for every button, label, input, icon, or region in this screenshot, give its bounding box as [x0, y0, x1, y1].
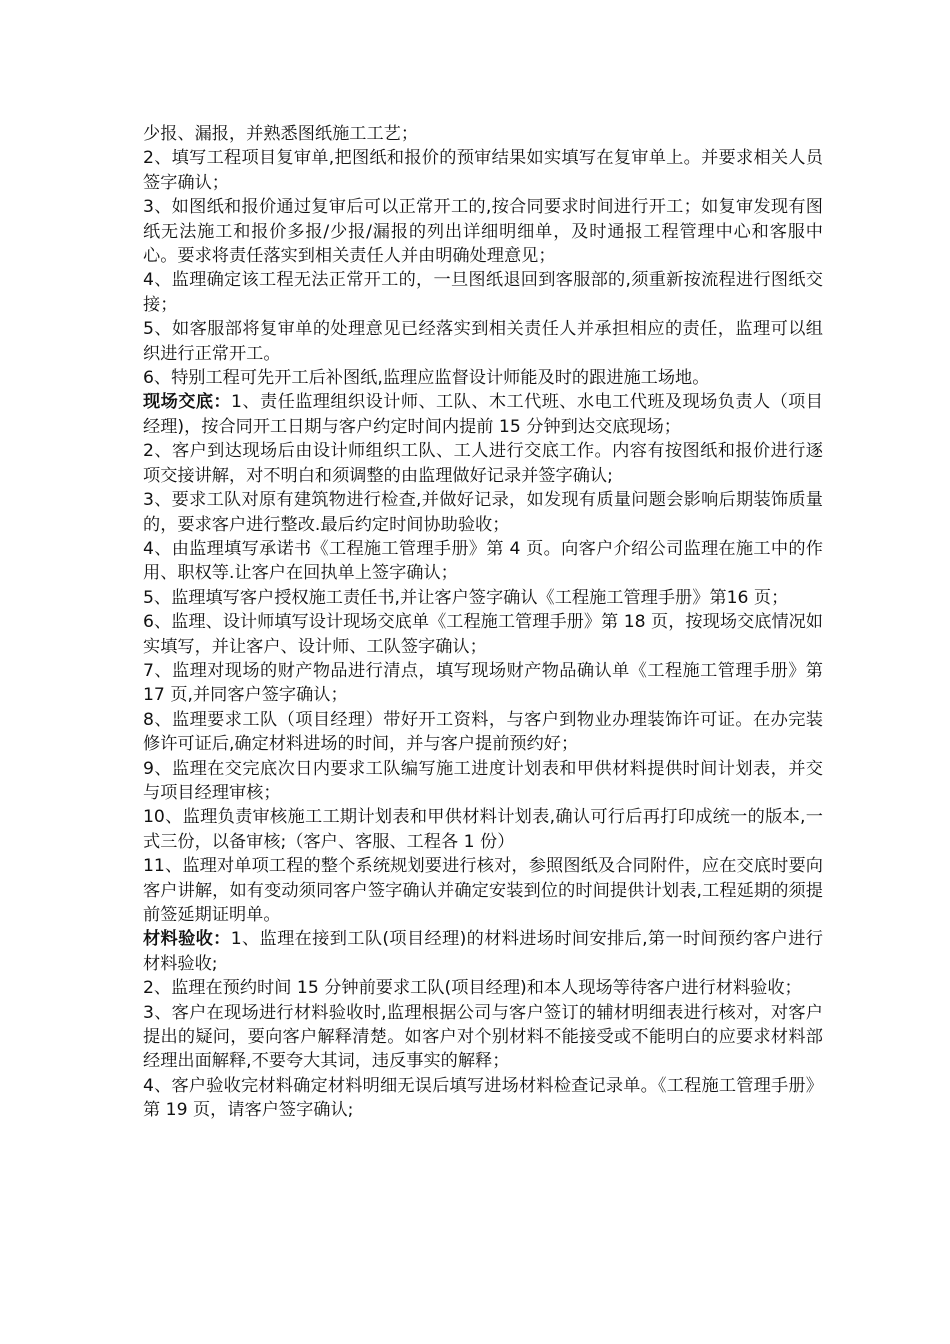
paragraph-20 [143, 1074, 823, 1123]
paragraph-text: 4、客户验收完材料确定材料明细无误后填写进场材料检查记录单。《工程施工管理手册》第 19 页，请客户签字确认; [143, 1075, 823, 1121]
paragraph-14 [143, 757, 823, 806]
paragraph-text: 4、监理确定该工程无法正常开工的，一旦图纸退回到客服部的,须重新按流程进行图纸交接； [143, 270, 823, 315]
paragraph-4 [143, 317, 823, 366]
paragraph-text: 7、监理对现场的财产物品进行清点，填写现场财产物品确认单《工程施工管理手册》第 17 页,并同客户签字确认； [143, 660, 823, 706]
paragraph-17 [143, 927, 823, 976]
paragraph-text: 10、监理负责审核施工工期计划表和甲供材料计划表,确认可行后再打印成统一的版本,一式三份，以备审核;（客户、客服、工程各 1 份） [143, 807, 823, 852]
paragraph-5 [143, 366, 823, 390]
paragraph-12 [143, 659, 823, 708]
paragraph-1 [143, 146, 823, 195]
paragraph-18 [143, 976, 823, 1000]
paragraph-2 [143, 195, 823, 268]
paragraph-0 [143, 122, 823, 146]
section-heading: 材料验收： [143, 929, 231, 950]
paragraph-text: 1、监理在接到工队(项目经理)的材料进场时间安排后,第一时间预约客户进行材料验收; [143, 929, 823, 974]
paragraph-text: 3、要求工队对原有建筑物进行检查,并做好记录，如发现有质量问题会影响后期装饰质量的，要求客户进行整改.最后约定时间协助验收； [143, 490, 823, 535]
paragraph-text: 2、填写工程项目复审单,把图纸和报价的预审结果如实填写在复审单上。并要求相关人员签字确认； [143, 148, 823, 193]
paragraph-text: 9、监理在交完底次日内要求工队编写施工进度计划表和甲供材料提供时间计划表，并交与项目经理审核； [143, 758, 823, 803]
paragraph-16 [143, 854, 823, 927]
paragraph-8 [143, 488, 823, 537]
paragraph-text: 3、客户在现场进行材料验收时,监理根据公司与客户签订的辅材明细表进行核对，对客户提出的疑问，要向客户解释清楚。如客户对个别材料不能接受或不能明白的应要求材料部经理出面解释,不要夸大其词，违反事实的解释； [143, 1002, 823, 1072]
paragraph-19 [143, 1001, 823, 1074]
paragraph-text: 2、监理在预约时间 15 分钟前要求工队(项目经理)和本人现场等待客户进行材料验收； [143, 978, 802, 999]
paragraph-text: 1、责任监理组织设计师、工队、木工代班、水电工代班及现场负责人（项目经理)，按合同开工日期与客户约定时间内提前 15 分钟到达交底现场； [143, 392, 823, 437]
paragraph-text: 11、监理对单项工程的整个系统规划要进行核对，参照图纸及合同附件，应在交底时要向客户讲解，如有变动须同客户签字确认并确定安装到位的时间提供计划表,工程延期的须提前签延期证明单。 [143, 856, 823, 925]
paragraph-text: 8、监理要求工队（项目经理）带好开工资料，与客户到物业办理装饰许可证。在办完装修许可证后,确定材料进场的时间，并与客户提前预约好； [143, 709, 823, 755]
paragraph-9 [143, 537, 823, 586]
paragraph-text: 2、客户到达现场后由设计师组织工队、工人进行交底工作。内容有按图纸和报价进行逐项交接讲解，对不明白和须调整的由监理做好记录并签字确认; [143, 441, 823, 486]
paragraph-10 [143, 586, 823, 610]
paragraph-6 [143, 390, 823, 439]
paragraph-text: 少报、漏报，并熟悉图纸施工工艺； [143, 124, 419, 144]
section-heading: 现场交底： [143, 392, 232, 413]
paragraph-13 [143, 708, 823, 757]
paragraph-7 [143, 439, 823, 488]
paragraph-15 [143, 805, 823, 854]
paragraph-11 [143, 610, 823, 659]
document-body [143, 122, 823, 1123]
paragraph-3 [143, 268, 823, 317]
paragraph-text: 6、监理、设计师填写设计现场交底单《工程施工管理手册》第 18 页，按现场交底情况如实填写，并让客户、设计师、工队签字确认； [143, 612, 823, 657]
paragraph-text: 4、由监理填写承诺书《工程施工管理手册》第 4 页。向客户介绍公司监理在施工中的作用、职权等.让客户在回执单上签字确认； [143, 538, 823, 584]
paragraph-text: 5、监理填写客户授权施工责任书,并让客户签字确认《工程施工管理手册》第16 页； [143, 587, 789, 608]
paragraph-text: 3、如图纸和报价通过复审后可以正常开工的,按合同要求时间进行开工；如复审发现有图纸无法施工和报价多报/少报/漏报的列出详细明细单，及时通报工程管理中心和客服中心。要求将责任落实到相关责任人并由明确处理意见； [143, 197, 823, 267]
paragraph-text: 6、特别工程可先开工后补图纸,监理应监督设计师能及时的跟进施工场地。 [143, 368, 710, 389]
paragraph-text: 5、如客服部将复审单的处理意见已经落实到相关责任人并承担相应的责任，监理可以组织进行正常开工。 [143, 319, 823, 364]
